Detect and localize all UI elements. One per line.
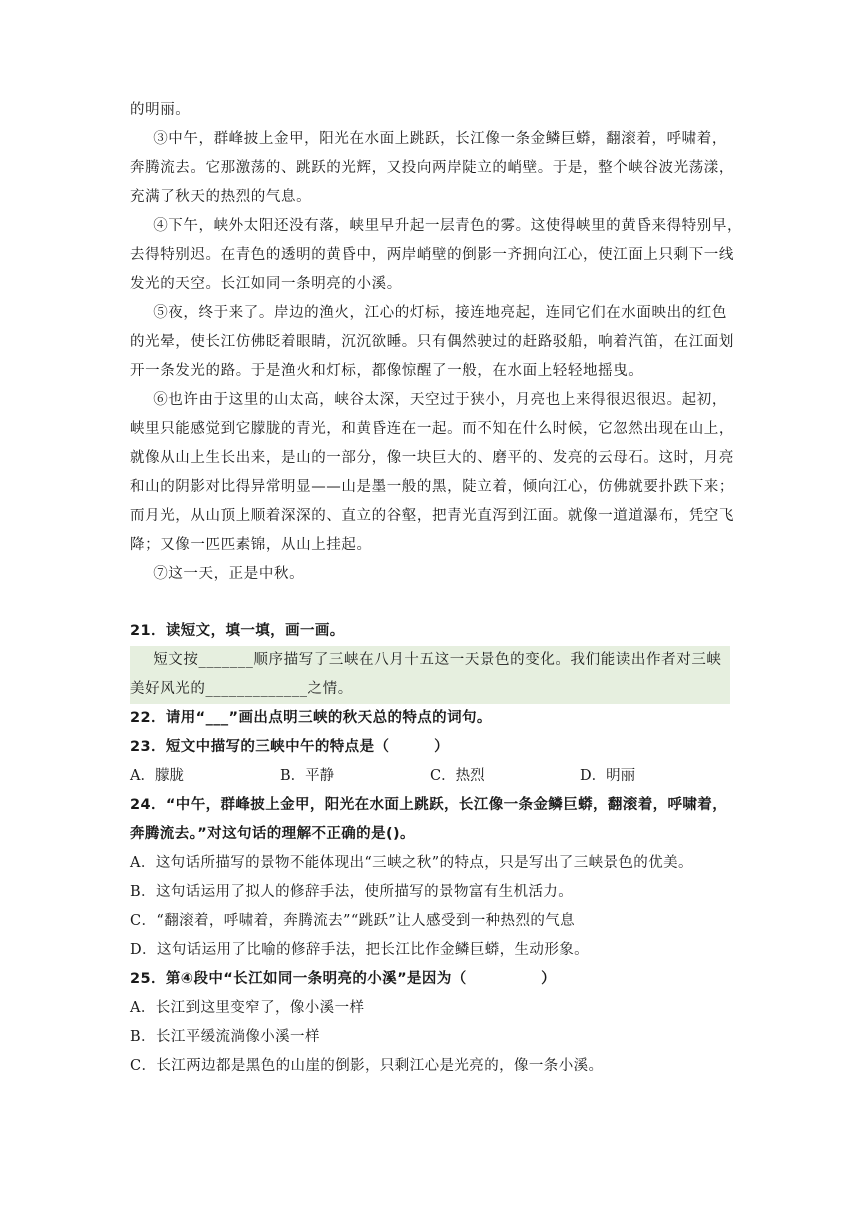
text-line: 和山的阴影对比得异常明显——山是墨一般的黑，陡立着，倾向江心，仿佛就要扑跌下来； bbox=[130, 479, 734, 495]
question-25-title: 25．第④段中“长江如同一条明亮的小溪”是因为（ ） bbox=[130, 971, 557, 987]
option-b: B．这句话运用了拟人的修辞手法，使所描写的景物富有生机活力。 bbox=[130, 884, 574, 900]
text-line: 的光晕，使长江仿佛眨着眼睛，沉沉欲睡。只有偶然驶过的赶路驳船，响着汽笛，在江面划 bbox=[130, 334, 734, 350]
text-line: 就像从山上生长出来，是山的一部分，像一块巨大的、磨平的、发亮的云母石。这时，月亮 bbox=[130, 450, 734, 466]
text-line: 美好风光的_____________之情。 bbox=[130, 681, 353, 697]
passage-paragraph-7 bbox=[130, 560, 730, 589]
text-line: 的明丽。 bbox=[130, 102, 191, 118]
text-line: ⑥也许由于这里的山太高，峡谷太深，天空过于狭小，月亮也上来得很迟很迟。起初， bbox=[153, 392, 727, 408]
passage-paragraph-cont bbox=[130, 96, 730, 125]
text-line: ⑦这一天，正是中秋。 bbox=[153, 566, 305, 582]
text-line: 奔腾流去。它那激荡的、跳跃的光辉，又投向两岸陡立的峭壁。于是，整个峡谷波光荡漾， bbox=[130, 160, 734, 176]
option-d: D．明丽 bbox=[580, 768, 636, 784]
question-23-title: 23．短文中描写的三峡中午的特点是（ ） bbox=[130, 739, 449, 755]
option-c: C．长江两边都是黑色的山崖的倒影，只剩江心是光亮的，像一条小溪。 bbox=[130, 1058, 604, 1074]
text-line: 奔腾流去。”对这句话的理解不正确的是()。 bbox=[130, 826, 415, 842]
question-24-title bbox=[130, 791, 730, 849]
question-25-options bbox=[130, 994, 730, 1081]
text-line: ⑤夜，终于来了。岸边的渔火，江心的灯标，接连地亮起，连同它们在水面映出的红色 bbox=[153, 305, 727, 321]
option-b: B．平静 bbox=[280, 768, 335, 784]
text-line: 降；又像一匹匹素锦，从山上挂起。 bbox=[130, 537, 372, 553]
option-a: A．朦胧 bbox=[130, 768, 184, 784]
text-line: 24．“中午，群峰披上金甲，阳光在水面上跳跃，长江像一条金鳞巨蟒，翻滚着，呼啸着， bbox=[130, 797, 728, 813]
document-content bbox=[130, 96, 743, 1081]
question-22-title: 22．请用“___”画出点明三峡的秋天总的特点的词句。 bbox=[130, 710, 492, 726]
question-23-options bbox=[130, 762, 730, 791]
option-b: B．长江平缓流淌像小溪一样 bbox=[130, 1029, 320, 1045]
text-line: 短文按_______顺序描写了三峡在八月十五这一天景色的变化。我们能读出作者对三峡 bbox=[153, 652, 722, 668]
option-d: D．这句话运用了比喻的修辞手法，把长江比作金鳞巨蟒，生动形象。 bbox=[130, 942, 590, 958]
text-line: 充满了秋天的热烈的气息。 bbox=[130, 189, 312, 205]
question-21-fill-box bbox=[130, 646, 730, 704]
option-c: C．热烈 bbox=[430, 768, 485, 784]
passage-paragraph-3 bbox=[130, 125, 734, 212]
option-c: C．“翻滚着，呼啸着，奔腾流去”“跳跃”让人感受到一种热烈的气息 bbox=[130, 913, 576, 929]
passage-paragraph-6 bbox=[130, 386, 734, 560]
text-line: 而月光，从山顶上顺着深深的、直立的谷壑，把青光直泻到江面。就像一道道瀑布，凭空飞 bbox=[130, 508, 734, 524]
passage-paragraph-5 bbox=[130, 299, 734, 386]
section-spacer bbox=[130, 589, 730, 617]
text-line: ③中午，群峰披上金甲，阳光在水面上跳跃，长江像一条金鳞巨蟒，翻滚着，呼啸着， bbox=[153, 131, 727, 147]
text-line: 去得特别迟。在青色的透明的黄昏中，两岸峭壁的倒影一齐拥向江心，使江面上只剩下一线 bbox=[130, 247, 734, 263]
text-line: ④下午，峡外太阳还没有落，峡里早升起一层青色的雾。这使得峡里的黄昏来得特别早， bbox=[153, 218, 743, 234]
option-a: A．长江到这里变窄了，像小溪一样 bbox=[130, 1000, 365, 1016]
text-line: 发光的天空。长江如同一条明亮的小溪。 bbox=[130, 276, 402, 292]
passage-paragraph-4 bbox=[130, 212, 743, 299]
question-24-options bbox=[130, 849, 730, 965]
text-line: 峡里只能感觉到它朦胧的青光，和黄昏连在一起。而不知在什么时候，它忽然出现在山上， bbox=[130, 421, 734, 437]
option-a: A．这句话所描写的景物不能体现出“三峡之秋”的特点，只是写出了三峡景色的优美。 bbox=[130, 855, 693, 871]
text-line: 开一条发光的路。于是渔火和灯标，都像惊醒了一般，在水面上轻轻地摇曳。 bbox=[130, 363, 644, 379]
question-21-title: 21．读短文，填一填，画一画。 bbox=[130, 623, 345, 639]
